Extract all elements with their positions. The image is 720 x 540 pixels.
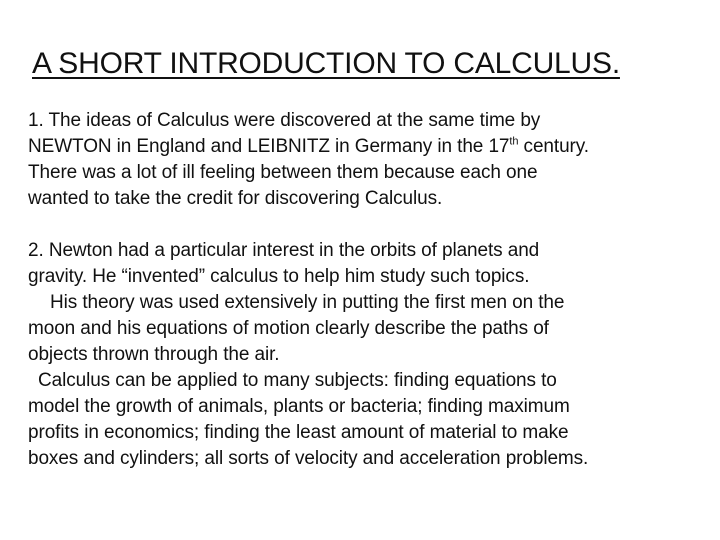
paragraph-1 [28,108,700,212]
slide-title: A SHORT INTRODUCTION TO CALCULUS. [32,47,620,80]
paragraph-2 [28,238,700,472]
paragraph-2-line-9: boxes and cylinders; all sorts of velocity and acceleration problems. [28,448,589,469]
paragraph-2-line-1: 2. Newton had a particular interest in the orbits of planets and [28,240,540,261]
paragraph-2-line-6: Calculus can be applied to many subjects: finding equations to [38,370,557,391]
paragraph-1-line-2-text-b: century. [518,136,589,157]
slide-body [28,108,700,472]
paragraph-1-line-3: There was a lot of ill feeling between them because each one [28,162,538,183]
paragraph-1-line-1: 1. The ideas of Calculus were discovered at the same time by [28,110,541,131]
paragraph-2-line-4: moon and his equations of motion clearly describe the paths of [28,318,549,339]
paragraph-2-line-3: His theory was used extensively in putting the first men on the [50,292,565,313]
paragraph-1-line-2-text-a: NEWTON in England and LEIBNITZ in Germany in the 17 [28,136,510,157]
paragraph-2-line-2: gravity. He “invented” calculus to help him study such topics. [28,266,530,287]
paragraph-2-line-7: model the growth of animals, plants or bacteria; finding maximum [28,396,570,417]
superscript-th: th [509,135,519,148]
paragraph-1-line-4: wanted to take the credit for discovering Calculus. [28,188,443,209]
paragraph-2-line-8: profits in economics; finding the least amount of material to make [28,422,569,443]
paragraph-2-line-5: objects thrown through the air. [28,344,280,365]
paragraph-1-line-2 [28,134,700,160]
